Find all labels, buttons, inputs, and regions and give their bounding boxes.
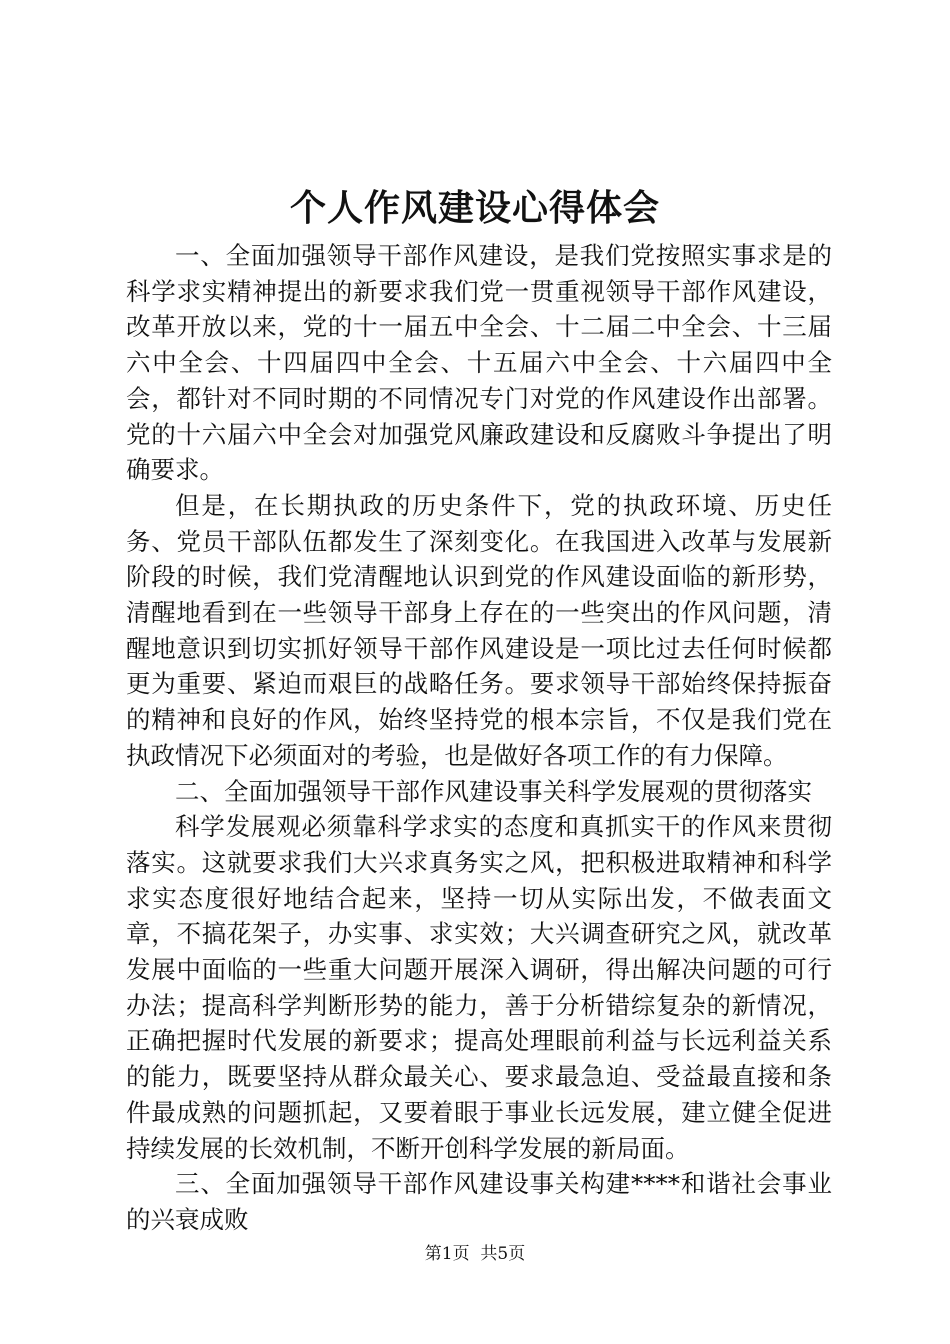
section-heading-3: 三、全面加强领导干部作风建设事关构建****和谐社会事业的兴衰成败: [126, 1169, 832, 1234]
section-heading-2: 二、全面加强领导干部作风建设事关科学发展观的贯彻落实: [175, 776, 812, 806]
paragraph-2: 但是，在长期执政的历史条件下，党的执政环境、历史任务、党员干部队伍都发生了深刻变化。在我国进入改革与发展新阶段的时候，我们党清醒地认识到党的作风建设面临的新形势，清醒地看到在一些领导干部身上存在的一些突出的作风问题，清醒地意识到切实抓好领导干部作风建设是一项比过去任何时候都更为重要、紧迫而艰巨的战略任务。要求领导干部始终保持振奋的精神和良好的作风，始终坚持党的根本宗旨，不仅是我们党在执政情况下必须面对的考验，也是做好各项工作的有力保障。: [126, 490, 832, 770]
document-body: [126, 238, 832, 1238]
page-number-footer: 第1页 共5页: [424, 1244, 526, 1264]
paragraph-1: 一、全面加强领导干部作风建设，是我们党按照实事求是的科学求实精神提出的新要求我们党一贯重视领导干部作风建设，改革开放以来，党的十一届五中全会、十二届二中全会、十三届六中全会、十四届四中全会、十五届六中全会、十六届四中全会，都针对不同时期的不同情况专门对党的作风建设作出部署。党的十六届六中全会对加强党风廉政建设和反腐败斗争提出了明确要求。: [126, 241, 832, 485]
page-title: 个人作风建设心得体会: [289, 187, 660, 229]
paragraph-3: 科学发展观必须靠科学求实的态度和真抓实干的作风来贯彻落实。这就要求我们大兴求真务实之风，把积极进取精神和科学求实态度很好地结合起来，坚持一切从实际出发，不做表面文章，不搞花架子，办实事、求实效；大兴调查研究之风，就改革发展中面临的一些重大问题开展深入调研，得出解决问题的可行办法；提高科学判断形势的能力，善于分析错综复杂的新情况，正确把握时代发展的新要求；提高处理眼前利益与长远利益关系的能力，既要坚持从群众最关心、要求最急迫、受益最直接和条件最成熟的问题抓起，又要着眼于事业长远发展，建立健全促进持续发展的长效机制，不断开创科学发展的新局面。: [126, 812, 832, 1163]
